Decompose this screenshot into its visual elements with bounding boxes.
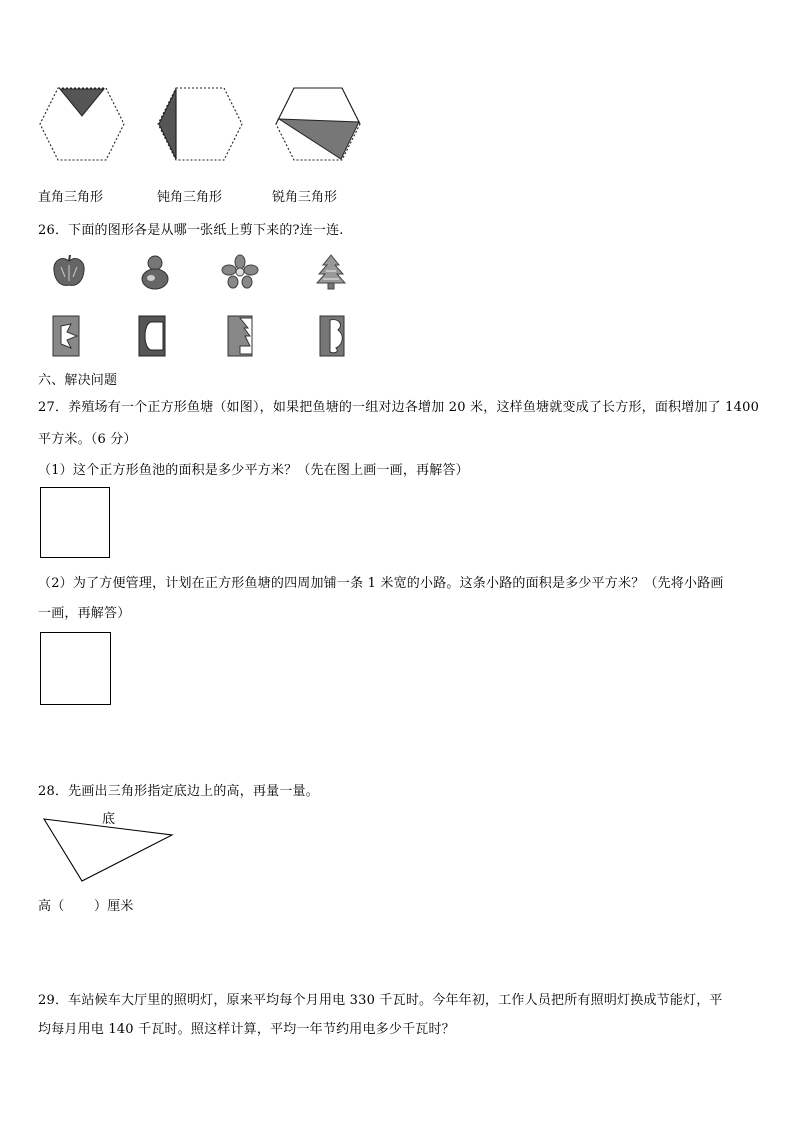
question-27-sub-2-line-2: 一画，再解答） <box>38 606 131 621</box>
hexagon-acute-triangle <box>274 86 364 162</box>
cut-paper-2-icon <box>137 314 167 358</box>
gourd-shape-icon <box>139 253 171 291</box>
height-answer-prefix: 高（ <box>38 899 65 914</box>
label-right-triangle: 直角三角形 <box>38 190 104 205</box>
hexagon-obtuse-triangle <box>156 86 246 162</box>
label-acute-triangle: 锐角三角形 <box>272 190 338 205</box>
question-27-line-2: 平方米。（6 分） <box>38 432 137 447</box>
question-27-sub-2-line-1: （2）为了方便管理，计划在正方形鱼塘的四周加铺一条 1 米宽的小路。这条小路的面积是多少平方米？（先将小路画 <box>38 576 724 591</box>
question-28: 28．先画出三角形指定底边上的高，再量一量。 <box>38 784 319 799</box>
flower-shape-icon <box>221 254 259 290</box>
label-obtuse-triangle: 钝角三角形 <box>157 190 223 205</box>
apple-shape-icon <box>51 253 87 289</box>
question-27-sub-1: （1）这个正方形鱼池的面积是多少平方米？（先在图上画一画，再解答） <box>38 463 469 478</box>
height-answer-blank[interactable] <box>68 895 94 911</box>
square-pond-drawing-1[interactable] <box>40 487 110 558</box>
square-pond-drawing-2[interactable] <box>40 632 111 705</box>
cut-paper-4-icon <box>318 314 346 358</box>
question-29-line-2: 均每月用电 140 千瓦时。照这样计算，平均一年节约用电多少千瓦时？ <box>38 1022 455 1037</box>
height-answer-suffix: ）厘米 <box>94 899 134 914</box>
question-29-line-1: 29．车站候车大厅里的照明灯，原来平均每个月用电 330 千瓦时。今年年初，工作人员把所有照明灯换成节能灯，平 <box>38 993 723 1008</box>
hexagon-right-triangle <box>38 86 128 162</box>
base-label: 底 <box>102 812 116 827</box>
question-26: 26．下面的图形各是从哪一张纸上剪下来的?连一连. <box>38 223 344 238</box>
section-6-title: 六、解决问题 <box>38 373 118 388</box>
tree-shape-icon <box>315 254 347 290</box>
question-27-line-1: 27．养殖场有一个正方形鱼塘（如图），如果把鱼塘的一组对边各增加 20 米，这样鱼塘就变成了长方形，面积增加了 1400 <box>38 400 760 415</box>
cut-paper-1-icon <box>51 314 81 358</box>
cut-paper-3-icon <box>226 314 254 358</box>
